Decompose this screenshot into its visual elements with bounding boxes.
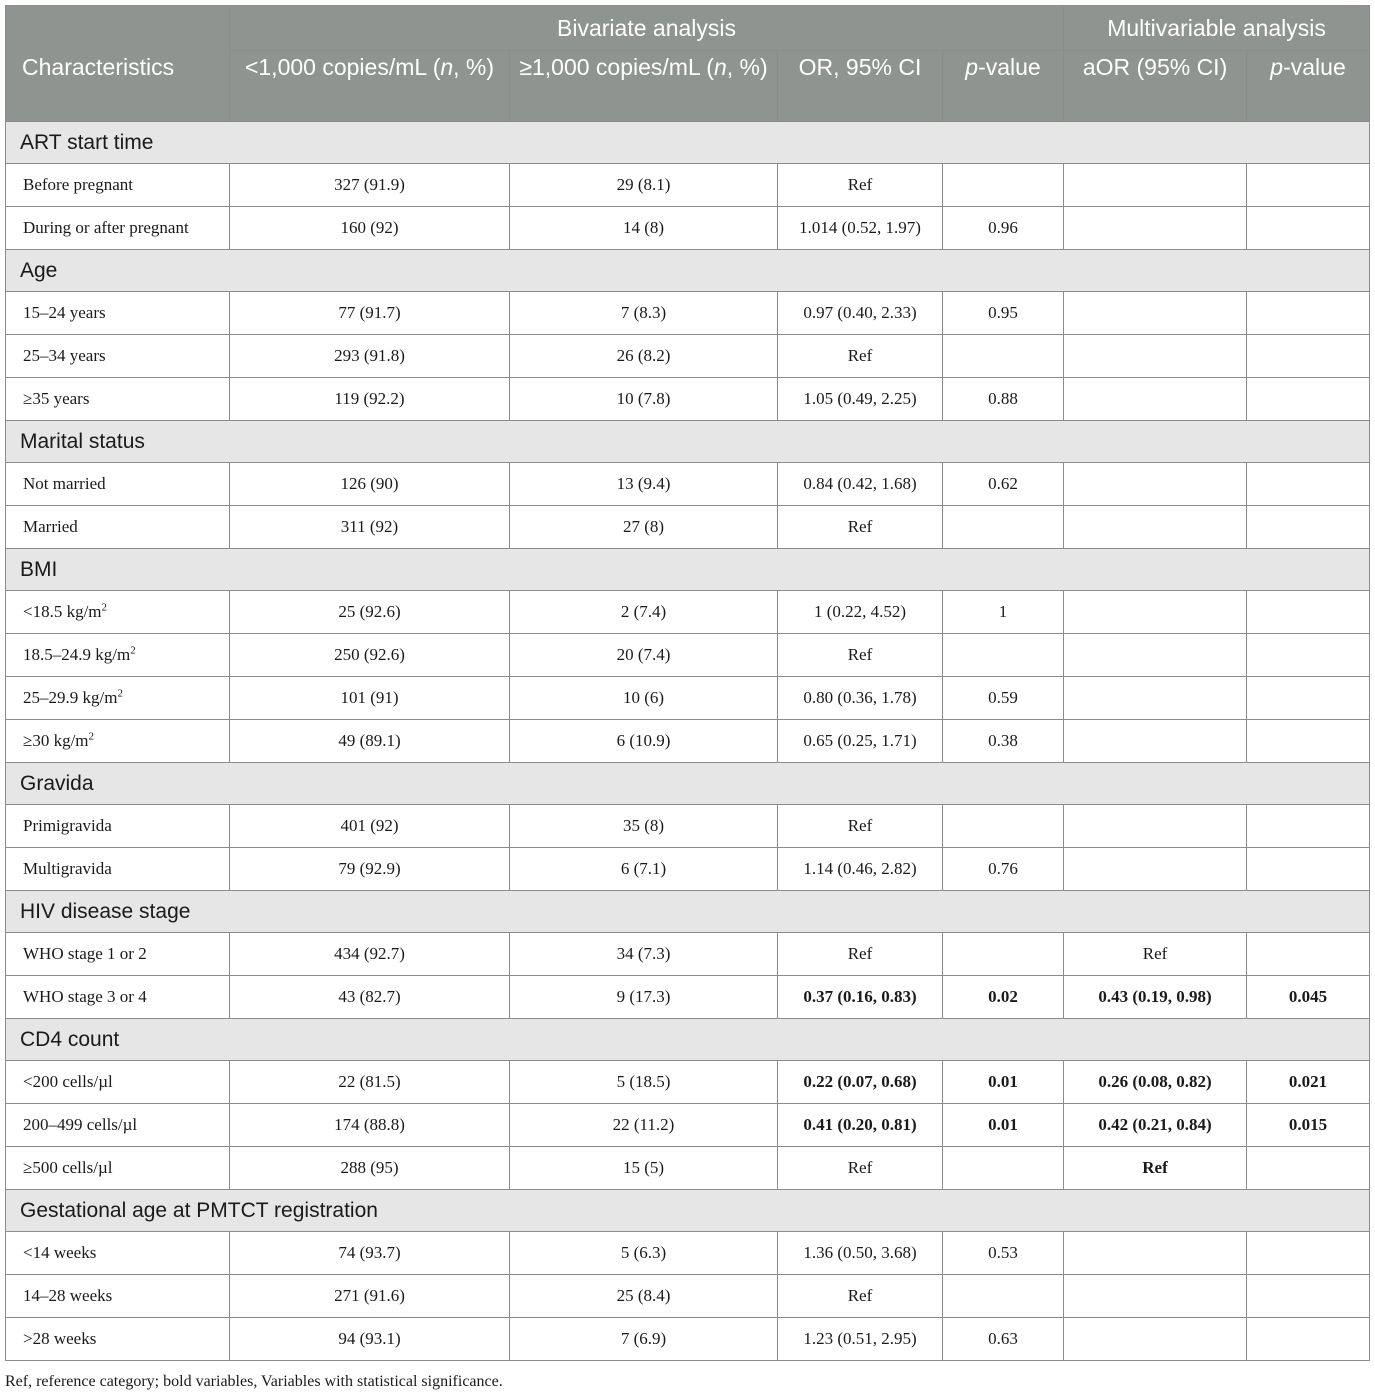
- table-row: [6, 634, 1370, 677]
- cell-adjusted-p-value: [1247, 1232, 1370, 1275]
- cell-p-value: [943, 933, 1064, 976]
- cell-adjusted-p-value: [1247, 378, 1370, 421]
- cell-p-value: 0.59: [943, 677, 1064, 720]
- cell-lt-1000: 401 (92): [230, 805, 510, 848]
- cell-adjusted-p-value: [1247, 1275, 1370, 1318]
- group-title: Gestational age at PMTCT registration: [6, 1190, 1370, 1232]
- cell-ge-1000: 22 (11.2): [510, 1104, 778, 1147]
- cell-p-value: 0.38: [943, 720, 1064, 763]
- cell-aor-ci: [1064, 1232, 1247, 1275]
- cell-lt-1000: 160 (92): [230, 207, 510, 250]
- cell-p-value: [943, 506, 1064, 549]
- table-row: [6, 506, 1370, 549]
- cell-adjusted-p-value: [1247, 634, 1370, 677]
- table-row: [6, 207, 1370, 250]
- cell-lt-1000: 25 (92.6): [230, 591, 510, 634]
- cell-lt-1000: 22 (81.5): [230, 1061, 510, 1104]
- cell-adjusted-p-value: 0.015: [1247, 1104, 1370, 1147]
- characteristics-header: Characteristics: [6, 6, 230, 122]
- cell-aor-ci: [1064, 207, 1247, 250]
- cell-or-ci: Ref: [778, 164, 943, 207]
- table-body: [6, 122, 1370, 1361]
- cell-or-ci: 1.23 (0.51, 2.95): [778, 1318, 943, 1361]
- cell-p-value: [943, 634, 1064, 677]
- cell-ge-1000: 6 (10.9): [510, 720, 778, 763]
- cell-lt-1000: 94 (93.1): [230, 1318, 510, 1361]
- cell-p-value: 0.02: [943, 976, 1064, 1019]
- row-label: ≥35 years: [6, 378, 230, 421]
- group-row: [6, 1019, 1370, 1061]
- cell-ge-1000: 10 (7.8): [510, 378, 778, 421]
- cell-aor-ci: [1064, 634, 1247, 677]
- row-label: 15–24 years: [6, 292, 230, 335]
- cell-ge-1000: 20 (7.4): [510, 634, 778, 677]
- col-ap-header: p-value: [1247, 51, 1370, 122]
- table-row: [6, 976, 1370, 1019]
- row-label: Married: [6, 506, 230, 549]
- group-row: [6, 763, 1370, 805]
- cell-lt-1000: 77 (91.7): [230, 292, 510, 335]
- cell-or-ci: 1.14 (0.46, 2.82): [778, 848, 943, 891]
- col-aor-header: aOR (95% CI): [1064, 51, 1247, 122]
- group-row: [6, 122, 1370, 164]
- cell-lt-1000: 293 (91.8): [230, 335, 510, 378]
- cell-p-value: 0.01: [943, 1061, 1064, 1104]
- row-label: <18.5 $kg/m^2$: [6, 591, 230, 634]
- cell-or-ci: Ref: [778, 335, 943, 378]
- row-label: Multigravida: [6, 848, 230, 891]
- cell-adjusted-p-value: [1247, 292, 1370, 335]
- cell-aor-ci: [1064, 848, 1247, 891]
- group-row: [6, 1190, 1370, 1232]
- cell-adjusted-p-value: [1247, 1318, 1370, 1361]
- row-label: 200–499 cells/µl: [6, 1104, 230, 1147]
- cell-aor-ci: Ref: [1064, 933, 1247, 976]
- cell-adjusted-p-value: [1247, 591, 1370, 634]
- table-row: [6, 335, 1370, 378]
- cell-lt-1000: 49 (89.1): [230, 720, 510, 763]
- cell-or-ci: 1.05 (0.49, 2.25): [778, 378, 943, 421]
- group-title: HIV disease stage: [6, 891, 1370, 933]
- cell-or-ci: 0.80 (0.36, 1.78): [778, 677, 943, 720]
- row-label: WHO stage 3 or 4: [6, 976, 230, 1019]
- cell-adjusted-p-value: [1247, 720, 1370, 763]
- cell-aor-ci: 0.26 (0.08, 0.82): [1064, 1061, 1247, 1104]
- row-label: 18.5–24.9 $kg/m^2$: [6, 634, 230, 677]
- cell-p-value: [943, 164, 1064, 207]
- cell-p-value: [943, 1275, 1064, 1318]
- cell-adjusted-p-value: [1247, 677, 1370, 720]
- cell-adjusted-p-value: [1247, 335, 1370, 378]
- table-row: [6, 677, 1370, 720]
- cell-lt-1000: 311 (92): [230, 506, 510, 549]
- table-row: [6, 720, 1370, 763]
- row-label: ≥500 cells/µl: [6, 1147, 230, 1190]
- col-ge-1000-header: ≥1,000 copies/mL (n, %): [510, 51, 778, 122]
- cell-adjusted-p-value: [1247, 805, 1370, 848]
- cell-ge-1000: 14 (8): [510, 207, 778, 250]
- cell-aor-ci: 0.43 (0.19, 0.98): [1064, 976, 1247, 1019]
- cell-p-value: 0.88: [943, 378, 1064, 421]
- cell-p-value: [943, 335, 1064, 378]
- cell-ge-1000: 13 (9.4): [510, 463, 778, 506]
- cell-or-ci: 1 (0.22, 4.52): [778, 591, 943, 634]
- table-row: [6, 933, 1370, 976]
- col-p-header: p-value: [943, 51, 1064, 122]
- cell-or-ci: Ref: [778, 634, 943, 677]
- row-label: <14 weeks: [6, 1232, 230, 1275]
- cell-p-value: 0.95: [943, 292, 1064, 335]
- cell-aor-ci: [1064, 378, 1247, 421]
- table-row: [6, 805, 1370, 848]
- cell-lt-1000: 174 (88.8): [230, 1104, 510, 1147]
- cell-adjusted-p-value: 0.021: [1247, 1061, 1370, 1104]
- cell-p-value: [943, 1147, 1064, 1190]
- cell-aor-ci: [1064, 1275, 1247, 1318]
- multivariable-header: Multivariable analysis: [1064, 6, 1370, 51]
- table-row: [6, 1275, 1370, 1318]
- cell-or-ci: 0.22 (0.07, 0.68): [778, 1061, 943, 1104]
- cell-or-ci: 0.84 (0.42, 1.68): [778, 463, 943, 506]
- cell-aor-ci: [1064, 591, 1247, 634]
- cell-ge-1000: 15 (5): [510, 1147, 778, 1190]
- table-row: [6, 1104, 1370, 1147]
- row-label: 25–34 years: [6, 335, 230, 378]
- cell-adjusted-p-value: [1247, 463, 1370, 506]
- row-label: <200 cells/µl: [6, 1061, 230, 1104]
- cell-lt-1000: 126 (90): [230, 463, 510, 506]
- cell-aor-ci: [1064, 1318, 1247, 1361]
- bivariate-header: Bivariate analysis: [230, 6, 1064, 51]
- cell-lt-1000: 327 (91.9): [230, 164, 510, 207]
- table-row: [6, 1061, 1370, 1104]
- cell-aor-ci: [1064, 720, 1247, 763]
- table-header: [6, 6, 1370, 122]
- row-label: Before pregnant: [6, 164, 230, 207]
- cell-p-value: 0.01: [943, 1104, 1064, 1147]
- group-row: [6, 549, 1370, 591]
- cell-aor-ci: [1064, 335, 1247, 378]
- cell-ge-1000: 2 (7.4): [510, 591, 778, 634]
- group-title: ART start time: [6, 122, 1370, 164]
- cell-adjusted-p-value: [1247, 207, 1370, 250]
- cell-lt-1000: 271 (91.6): [230, 1275, 510, 1318]
- cell-lt-1000: 288 (95): [230, 1147, 510, 1190]
- cell-or-ci: Ref: [778, 1147, 943, 1190]
- table-row: [6, 1318, 1370, 1361]
- results-table: [5, 5, 1370, 1361]
- group-row: [6, 891, 1370, 933]
- cell-or-ci: Ref: [778, 933, 943, 976]
- row-label: Not married: [6, 463, 230, 506]
- cell-or-ci: Ref: [778, 1275, 943, 1318]
- cell-adjusted-p-value: [1247, 933, 1370, 976]
- cell-or-ci: 0.65 (0.25, 1.71): [778, 720, 943, 763]
- cell-lt-1000: 119 (92.2): [230, 378, 510, 421]
- cell-ge-1000: 29 (8.1): [510, 164, 778, 207]
- cell-ge-1000: 7 (8.3): [510, 292, 778, 335]
- cell-aor-ci: [1064, 805, 1247, 848]
- cell-aor-ci: [1064, 164, 1247, 207]
- cell-aor-ci: [1064, 506, 1247, 549]
- cell-or-ci: 0.41 (0.20, 0.81): [778, 1104, 943, 1147]
- cell-p-value: 1: [943, 591, 1064, 634]
- cell-or-ci: Ref: [778, 805, 943, 848]
- row-label: ≥30 $kg/m^2$: [6, 720, 230, 763]
- table-row: [6, 378, 1370, 421]
- cell-or-ci: 0.37 (0.16, 0.83): [778, 976, 943, 1019]
- cell-lt-1000: 434 (92.7): [230, 933, 510, 976]
- cell-ge-1000: 26 (8.2): [510, 335, 778, 378]
- table-row: [6, 164, 1370, 207]
- group-title: Gravida: [6, 763, 1370, 805]
- table-row: [6, 463, 1370, 506]
- cell-ge-1000: 25 (8.4): [510, 1275, 778, 1318]
- cell-ge-1000: 7 (6.9): [510, 1318, 778, 1361]
- cell-ge-1000: 27 (8): [510, 506, 778, 549]
- cell-lt-1000: 74 (93.7): [230, 1232, 510, 1275]
- cell-lt-1000: 79 (92.9): [230, 848, 510, 891]
- group-title: Age: [6, 250, 1370, 292]
- table-row: [6, 591, 1370, 634]
- cell-lt-1000: 101 (91): [230, 677, 510, 720]
- cell-ge-1000: 5 (18.5): [510, 1061, 778, 1104]
- cell-p-value: 0.96: [943, 207, 1064, 250]
- cell-or-ci: 1.36 (0.50, 3.68): [778, 1232, 943, 1275]
- row-label: Primigravida: [6, 805, 230, 848]
- table-row: [6, 848, 1370, 891]
- cell-adjusted-p-value: [1247, 506, 1370, 549]
- group-title: BMI: [6, 549, 1370, 591]
- cell-adjusted-p-value: [1247, 848, 1370, 891]
- table-row: [6, 292, 1370, 335]
- cell-adjusted-p-value: [1247, 164, 1370, 207]
- row-label: During or after pregnant: [6, 207, 230, 250]
- cell-or-ci: Ref: [778, 506, 943, 549]
- cell-p-value: 0.53: [943, 1232, 1064, 1275]
- cell-aor-ci: [1064, 677, 1247, 720]
- cell-p-value: 0.62: [943, 463, 1064, 506]
- group-row: [6, 250, 1370, 292]
- cell-ge-1000: 5 (6.3): [510, 1232, 778, 1275]
- cell-adjusted-p-value: 0.045: [1247, 976, 1370, 1019]
- row-label: 25–29.9 $kg/m^2$: [6, 677, 230, 720]
- cell-ge-1000: 9 (17.3): [510, 976, 778, 1019]
- col-or-header: OR, 95% CI: [778, 51, 943, 122]
- cell-p-value: 0.76: [943, 848, 1064, 891]
- cell-aor-ci: Ref: [1064, 1147, 1247, 1190]
- group-title: CD4 count: [6, 1019, 1370, 1061]
- cell-aor-ci: [1064, 463, 1247, 506]
- cell-lt-1000: 43 (82.7): [230, 976, 510, 1019]
- cell-lt-1000: 250 (92.6): [230, 634, 510, 677]
- cell-aor-ci: 0.42 (0.21, 0.84): [1064, 1104, 1247, 1147]
- col-lt-1000-header: <1,000 copies/mL (n, %): [230, 51, 510, 122]
- group-title: Marital status: [6, 421, 1370, 463]
- row-label: 14–28 weeks: [6, 1275, 230, 1318]
- group-row: [6, 421, 1370, 463]
- table-row: [6, 1147, 1370, 1190]
- cell-ge-1000: 10 (6): [510, 677, 778, 720]
- row-label: WHO stage 1 or 2: [6, 933, 230, 976]
- cell-p-value: 0.63: [943, 1318, 1064, 1361]
- table-row: [6, 1232, 1370, 1275]
- cell-or-ci: 0.97 (0.40, 2.33): [778, 292, 943, 335]
- cell-ge-1000: 35 (8): [510, 805, 778, 848]
- cell-ge-1000: 34 (7.3): [510, 933, 778, 976]
- cell-ge-1000: 6 (7.1): [510, 848, 778, 891]
- row-label: >28 weeks: [6, 1318, 230, 1361]
- table-footnote: Ref, reference category; bold variables, Variables with statistical significance.: [5, 1373, 503, 1390]
- cell-aor-ci: [1064, 292, 1247, 335]
- cell-p-value: [943, 805, 1064, 848]
- cell-or-ci: 1.014 (0.52, 1.97): [778, 207, 943, 250]
- cell-adjusted-p-value: [1247, 1147, 1370, 1190]
